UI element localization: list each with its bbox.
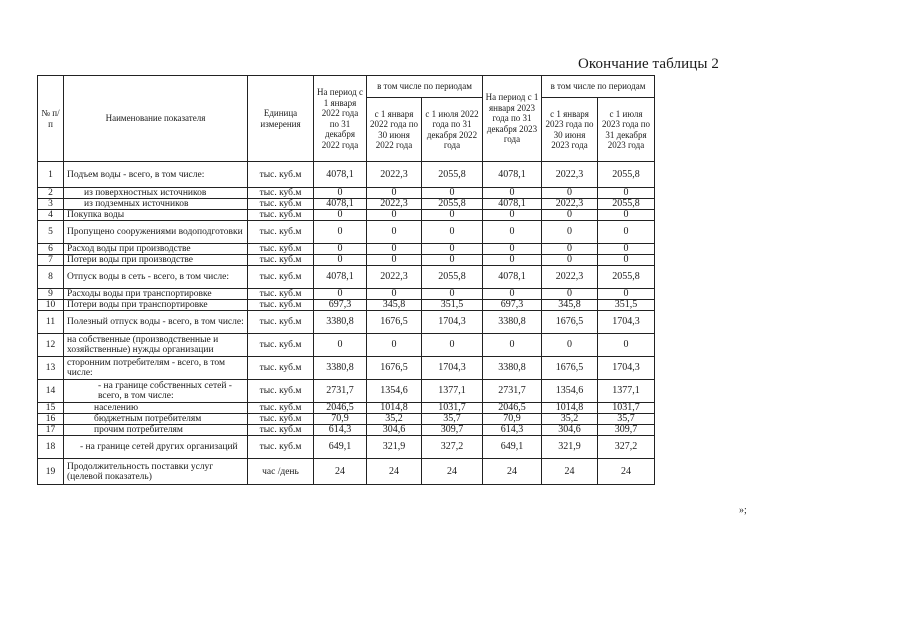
value-cell: 1676,5	[542, 357, 598, 380]
indicator-name: Полезный отпуск воды - всего, в том числе:	[64, 311, 248, 334]
header-num: № п/п	[38, 76, 64, 162]
value-cell: 70,9	[314, 414, 367, 425]
value-cell: 2055,8	[598, 199, 655, 210]
value-cell: 0	[367, 334, 422, 357]
value-cell: 35,2	[542, 414, 598, 425]
unit-cell: тыс. куб.м	[248, 210, 314, 221]
row-number: 9	[38, 289, 64, 300]
header-name: Наименование показателя	[64, 76, 248, 162]
row-number: 13	[38, 357, 64, 380]
water-balance-table	[37, 75, 655, 485]
value-cell: 649,1	[483, 436, 542, 459]
table-row	[38, 199, 655, 210]
table-row	[38, 210, 655, 221]
value-cell: 24	[542, 459, 598, 485]
value-cell: 0	[422, 255, 483, 266]
value-cell: 1704,3	[598, 357, 655, 380]
unit-cell: час /день	[248, 459, 314, 485]
unit-cell: тыс. куб.м	[248, 266, 314, 289]
value-cell: 0	[422, 244, 483, 255]
value-cell: 304,6	[542, 425, 598, 436]
indicator-name: бюджетным потребителям	[64, 414, 248, 425]
value-cell: 0	[314, 244, 367, 255]
value-cell: 0	[314, 289, 367, 300]
indicator-name: из подземных источников	[64, 199, 248, 210]
indicator-name: Расходы воды при транспортировке	[64, 289, 248, 300]
value-cell: 0	[542, 289, 598, 300]
indicator-name: прочим потребителям	[64, 425, 248, 436]
row-number: 4	[38, 210, 64, 221]
value-cell: 1377,1	[422, 380, 483, 403]
value-cell: 321,9	[367, 436, 422, 459]
value-cell: 0	[314, 210, 367, 221]
value-cell: 0	[598, 221, 655, 244]
table-row	[38, 436, 655, 459]
value-cell: 614,3	[314, 425, 367, 436]
indicator-name: Покупка воды	[64, 210, 248, 221]
value-cell: 35,7	[598, 414, 655, 425]
value-cell: 327,2	[598, 436, 655, 459]
value-cell: 0	[422, 188, 483, 199]
indicator-name: - на границе сетей других организаций	[64, 436, 248, 459]
value-cell: 0	[314, 255, 367, 266]
header-h1-2022: с 1 января 2022 года по 30 июня 2022 года	[367, 98, 422, 162]
value-cell: 0	[367, 221, 422, 244]
value-cell: 0	[542, 221, 598, 244]
row-number: 15	[38, 403, 64, 414]
value-cell: 2022,3	[542, 266, 598, 289]
value-cell: 0	[422, 289, 483, 300]
unit-cell: тыс. куб.м	[248, 334, 314, 357]
indicator-name: Подъем воды - всего, в том числе:	[64, 162, 248, 188]
value-cell: 614,3	[483, 425, 542, 436]
value-cell: 0	[598, 334, 655, 357]
value-cell: 0	[483, 255, 542, 266]
row-number: 5	[38, 221, 64, 244]
value-cell: 24	[314, 459, 367, 485]
value-cell: 0	[314, 221, 367, 244]
header-incl-2023: в том числе по периодам	[542, 76, 655, 98]
unit-cell: тыс. куб.м	[248, 255, 314, 266]
value-cell: 0	[598, 244, 655, 255]
header-h1-2023: с 1 января 2023 года по 30 июня 2023 года	[542, 98, 598, 162]
table-row	[38, 357, 655, 380]
value-cell: 24	[422, 459, 483, 485]
value-cell: 309,7	[422, 425, 483, 436]
value-cell: 1676,5	[367, 357, 422, 380]
value-cell: 321,9	[542, 436, 598, 459]
unit-cell: тыс. куб.м	[248, 380, 314, 403]
value-cell: 4078,1	[483, 266, 542, 289]
value-cell: 2055,8	[598, 162, 655, 188]
indicator-name: Расход воды при производстве	[64, 244, 248, 255]
unit-cell: тыс. куб.м	[248, 403, 314, 414]
row-number: 17	[38, 425, 64, 436]
table-row	[38, 414, 655, 425]
value-cell: 0	[422, 221, 483, 244]
header-h2-2023: с 1 июля 2023 года по 31 декабря 2023 года	[598, 98, 655, 162]
row-number: 18	[38, 436, 64, 459]
value-cell: 0	[483, 210, 542, 221]
value-cell: 0	[598, 210, 655, 221]
table-row	[38, 311, 655, 334]
indicator-name: - на границе собственных сетей - всего, в том числе:	[64, 380, 248, 403]
value-cell: 4078,1	[483, 199, 542, 210]
table-row	[38, 244, 655, 255]
indicator-name: Потери воды при производстве	[64, 255, 248, 266]
table-row	[38, 266, 655, 289]
row-number: 1	[38, 162, 64, 188]
row-number: 2	[38, 188, 64, 199]
unit-cell: тыс. куб.м	[248, 436, 314, 459]
row-number: 16	[38, 414, 64, 425]
indicator-name: сторонним потребителям - всего, в том числе:	[64, 357, 248, 380]
value-cell: 0	[542, 255, 598, 266]
value-cell: 0	[542, 244, 598, 255]
value-cell: 2022,3	[367, 162, 422, 188]
value-cell: 649,1	[314, 436, 367, 459]
value-cell: 351,5	[598, 300, 655, 311]
value-cell: 4078,1	[314, 162, 367, 188]
unit-cell: тыс. куб.м	[248, 300, 314, 311]
value-cell: 70,9	[483, 414, 542, 425]
unit-cell: тыс. куб.м	[248, 425, 314, 436]
value-cell: 345,8	[367, 300, 422, 311]
value-cell: 35,2	[367, 414, 422, 425]
value-cell: 0	[598, 289, 655, 300]
value-cell: 0	[314, 188, 367, 199]
unit-cell: тыс. куб.м	[248, 188, 314, 199]
table-row	[38, 403, 655, 414]
value-cell: 0	[542, 334, 598, 357]
value-cell: 2055,8	[422, 266, 483, 289]
row-number: 7	[38, 255, 64, 266]
value-cell: 0	[542, 188, 598, 199]
value-cell: 2022,3	[367, 199, 422, 210]
unit-cell: тыс. куб.м	[248, 289, 314, 300]
value-cell: 3380,8	[314, 311, 367, 334]
value-cell: 2055,8	[422, 162, 483, 188]
value-cell: 2022,3	[367, 266, 422, 289]
table-row	[38, 289, 655, 300]
unit-cell: тыс. куб.м	[248, 221, 314, 244]
value-cell: 0	[367, 255, 422, 266]
value-cell: 1014,8	[367, 403, 422, 414]
unit-cell: тыс. куб.м	[248, 162, 314, 188]
table-row	[38, 334, 655, 357]
row-number: 6	[38, 244, 64, 255]
value-cell: 1704,3	[598, 311, 655, 334]
value-cell: 0	[542, 210, 598, 221]
value-cell: 0	[367, 244, 422, 255]
trailing-mark: »;	[739, 505, 747, 516]
table-row	[38, 221, 655, 244]
header-unit: Единица измерения	[248, 76, 314, 162]
value-cell: 0	[422, 210, 483, 221]
value-cell: 0	[598, 188, 655, 199]
value-cell: 1676,5	[367, 311, 422, 334]
value-cell: 3380,8	[483, 311, 542, 334]
value-cell: 2055,8	[598, 266, 655, 289]
value-cell: 1014,8	[542, 403, 598, 414]
header-period-2022: На период с 1 января 2022 года по 31 декабря 2022 года	[314, 76, 367, 162]
value-cell: 351,5	[422, 300, 483, 311]
value-cell: 309,7	[598, 425, 655, 436]
value-cell: 0	[483, 221, 542, 244]
table-row	[38, 425, 655, 436]
value-cell: 3380,8	[314, 357, 367, 380]
value-cell: 2022,3	[542, 162, 598, 188]
row-number: 19	[38, 459, 64, 485]
value-cell: 4078,1	[483, 162, 542, 188]
unit-cell: тыс. куб.м	[248, 414, 314, 425]
row-number: 8	[38, 266, 64, 289]
indicator-name: Потери воды при транспортировке	[64, 300, 248, 311]
value-cell: 0	[483, 244, 542, 255]
value-cell: 4078,1	[314, 199, 367, 210]
indicator-name: Пропущено сооружениями водоподготовки	[64, 221, 248, 244]
value-cell: 2731,7	[483, 380, 542, 403]
value-cell: 0	[367, 188, 422, 199]
value-cell: 24	[367, 459, 422, 485]
value-cell: 304,6	[367, 425, 422, 436]
row-number: 3	[38, 199, 64, 210]
indicator-name: населению	[64, 403, 248, 414]
value-cell: 345,8	[542, 300, 598, 311]
header-period-2023: На период с 1 января 2023 года по 31 декабря 2023 года	[483, 76, 542, 162]
value-cell: 2731,7	[314, 380, 367, 403]
indicator-name: из поверхностных источников	[64, 188, 248, 199]
row-number: 14	[38, 380, 64, 403]
value-cell: 0	[483, 188, 542, 199]
unit-cell: тыс. куб.м	[248, 244, 314, 255]
value-cell: 0	[422, 334, 483, 357]
table-row	[38, 255, 655, 266]
table-row	[38, 380, 655, 403]
value-cell: 1704,3	[422, 311, 483, 334]
value-cell: 2055,8	[422, 199, 483, 210]
value-cell: 0	[367, 210, 422, 221]
table-row	[38, 162, 655, 188]
indicator-name: на собственные (производственные и хозяйственные) нужды организации	[64, 334, 248, 357]
value-cell: 2046,5	[483, 403, 542, 414]
value-cell: 35,7	[422, 414, 483, 425]
value-cell: 0	[598, 255, 655, 266]
table-caption: Окончание таблицы 2	[578, 56, 719, 72]
value-cell: 0	[367, 289, 422, 300]
value-cell: 1676,5	[542, 311, 598, 334]
value-cell: 327,2	[422, 436, 483, 459]
table-row	[38, 188, 655, 199]
value-cell: 0	[483, 289, 542, 300]
unit-cell: тыс. куб.м	[248, 357, 314, 380]
unit-cell: тыс. куб.м	[248, 199, 314, 210]
value-cell: 2046,5	[314, 403, 367, 414]
value-cell: 4078,1	[314, 266, 367, 289]
row-number: 12	[38, 334, 64, 357]
indicator-name: Продолжительность поставки услуг (целевой показатель)	[64, 459, 248, 485]
value-cell: 1704,3	[422, 357, 483, 380]
header-incl-2022: в том числе по периодам	[367, 76, 483, 98]
table-row	[38, 459, 655, 485]
value-cell: 0	[483, 334, 542, 357]
value-cell: 1377,1	[598, 380, 655, 403]
value-cell: 0	[314, 334, 367, 357]
value-cell: 3380,8	[483, 357, 542, 380]
row-number: 10	[38, 300, 64, 311]
value-cell: 1031,7	[598, 403, 655, 414]
indicator-name: Отпуск воды в сеть - всего, в том числе:	[64, 266, 248, 289]
value-cell: 1031,7	[422, 403, 483, 414]
table-row	[38, 300, 655, 311]
value-cell: 24	[598, 459, 655, 485]
unit-cell: тыс. куб.м	[248, 311, 314, 334]
value-cell: 697,3	[314, 300, 367, 311]
value-cell: 1354,6	[542, 380, 598, 403]
value-cell: 697,3	[483, 300, 542, 311]
value-cell: 2022,3	[542, 199, 598, 210]
row-number: 11	[38, 311, 64, 334]
value-cell: 24	[483, 459, 542, 485]
header-h2-2022: с 1 июля 2022 года по 31 декабря 2022 года	[422, 98, 483, 162]
value-cell: 1354,6	[367, 380, 422, 403]
